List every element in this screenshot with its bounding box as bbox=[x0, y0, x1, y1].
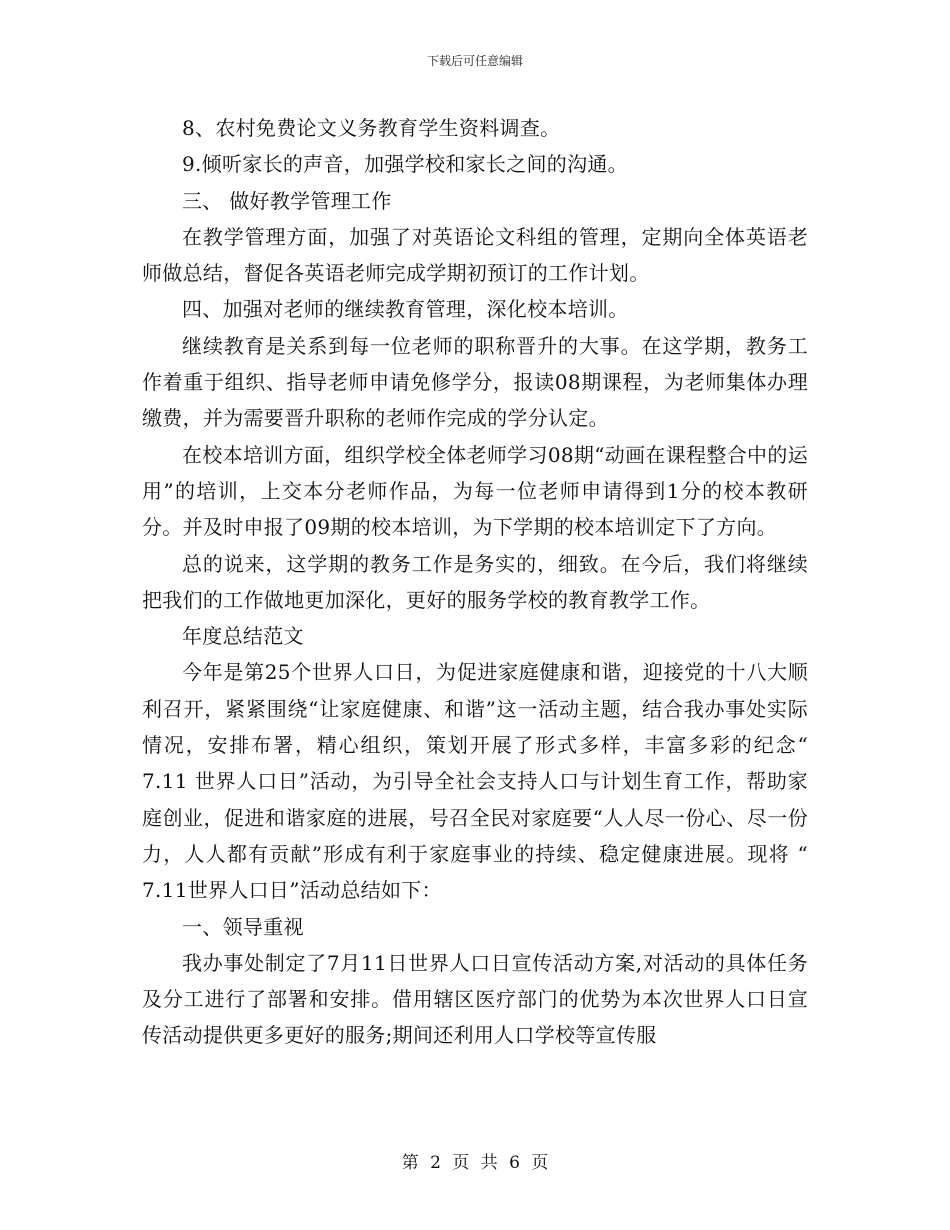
section-heading: 三、 做好教学管理工作 bbox=[182, 188, 392, 213]
paragraph: 总的说来，这学期的教务工作是务实的，细致。在今后，我们将继续把我们的工作做地更加深化，更好的服务学校的教育教学工作。 bbox=[142, 551, 808, 612]
paragraph: 我办事处制定了7月11日世界人口日宣传活动方案,对活动的具体任务及分工进行了部署和安排。借用辖区医疗部门的优势为本次世界人口日宣传活动提供更多更好的服务;期间还利用人口学校等宣传服 bbox=[142, 950, 808, 1048]
paragraph: 在校本培训方面，组织学校全体老师学习08期“动画在课程整合中的运用”的培训，上交本分老师作品，为每一位老师申请得到1分的校本教研分。并及时申报了09期的校本培训，为下学期的校本培训定下了方向。 bbox=[142, 442, 808, 540]
paragraph: 继续教育是关系到每一位老师的职称晋升的大事。在这学期，教务工作着重于组织、指导老师申请免修学分，报读08期课程，为老师集体办理缴费，并为需要晋升职称的老师作完成的学分认定。 bbox=[142, 333, 808, 431]
document-body bbox=[142, 110, 808, 1054]
paragraph: 8、农村免费论文义务教育学生资料调查。 bbox=[182, 116, 561, 140]
section-heading: 四、加强对老师的继续教育管理，深化校本培训。 bbox=[182, 297, 629, 322]
paragraph: 今年是第25个世界人口日，为促进家庭健康和谐，迎接党的十八大顺利召开，紧紧围绕“让家庭健康、和谐”这一活动主题，结合我办事处实际情况，安排布署，精心组织，策划开展了形式多样，丰富多彩的纪念“ 7.11 世界人口日”活动，为引导全社会支持人口与计划生育工作，帮助家庭创业，促进和谐家庭的进展，号召全民对家庭要“人人尽一份心、尽一份力，人人都有贡献”形成有利于家庭事业的持续、稳定健康进展。现将 “ 7.11世界人口日”活动总结如下： bbox=[142, 660, 808, 903]
page-header-note: 下载后可任意编辑 bbox=[426, 54, 523, 68]
paragraph: 在教学管理方面，加强了对英语论文科组的管理，定期向全体英语老师做总结，督促各英语老师完成学期初预订的工作计划。 bbox=[142, 224, 808, 286]
section-heading: 一、领导重视 bbox=[182, 914, 304, 939]
paragraph: 9.倾听家长的声音，加强学校和家长之间的沟通。 bbox=[182, 152, 628, 177]
page-number: 第 2 页 共 6 页 bbox=[401, 1153, 549, 1173]
document-title: 年度总结范文 bbox=[182, 624, 304, 649]
